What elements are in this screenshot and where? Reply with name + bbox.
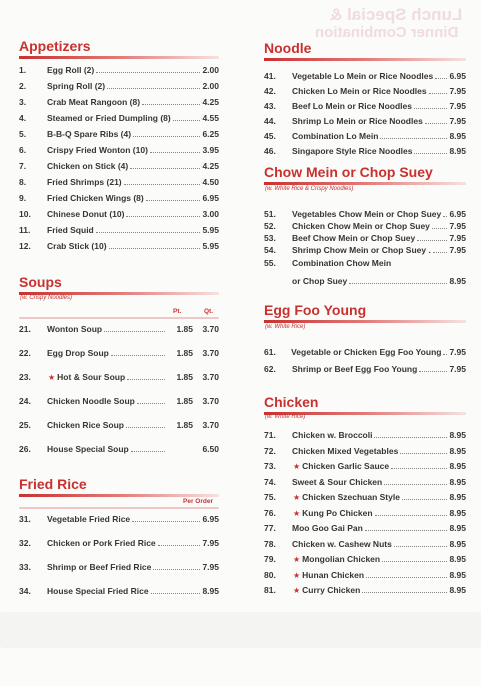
menu-item-row (264, 101, 466, 111)
dot-leader (443, 354, 447, 355)
dot-leader (365, 530, 448, 531)
dot-leader (384, 484, 447, 485)
item-name: or Chop Suey (292, 276, 348, 286)
item-price: 8.95 (449, 477, 466, 487)
dot-leader (131, 451, 165, 452)
item-name: Steamed or Fried Dumpling (8) (47, 113, 171, 123)
item-price: 6.25 (202, 129, 219, 139)
price-quart: 3.70 (202, 396, 219, 406)
item-number: 55. (264, 258, 276, 268)
dot-leader (151, 593, 201, 594)
menu-item-row (19, 129, 219, 139)
dot-leader (111, 355, 165, 356)
menu-item-row (264, 131, 466, 141)
item-name: Fried Squid (47, 225, 94, 235)
price-quart: 3.70 (202, 420, 219, 430)
item-number: 32. (19, 538, 31, 548)
item-number: 51. (264, 209, 276, 219)
soups-col-pt: Pt. (173, 308, 182, 315)
item-number: 31. (19, 514, 31, 524)
item-number: 52. (264, 221, 276, 231)
item-name: Combination Chow Mein (292, 258, 392, 268)
item-number: 53. (264, 233, 276, 243)
item-name: Combination Lo Mein (292, 131, 379, 141)
item-name: Kung Po Chicken (302, 508, 373, 518)
menu-item-row (19, 241, 219, 251)
item-number: 41. (264, 71, 276, 81)
menu-item-row (264, 258, 466, 268)
menu-item-row (264, 570, 466, 581)
menu-item-row (19, 562, 219, 572)
dot-leader (127, 379, 165, 380)
item-price: 7.95 (449, 101, 466, 111)
item-price: 8.95 (449, 276, 466, 286)
dot-leader (391, 468, 447, 469)
dot-leader (374, 437, 447, 438)
item-name: Crispy Fried Wonton (10) (47, 145, 148, 155)
item-price: 5.95 (202, 225, 219, 235)
item-name: Curry Chicken (302, 585, 361, 595)
dot-leader (432, 228, 448, 229)
dot-leader (375, 515, 448, 516)
pepper-icon: ★ (293, 571, 301, 580)
item-price: 8.95 (449, 585, 466, 595)
item-name: House Special Fried Rice (47, 586, 149, 596)
menu-item-row (19, 145, 219, 155)
egg-foo-young-note: (w. White Rice) (265, 324, 306, 330)
menu-item-row (19, 420, 219, 430)
price-quart: 3.70 (202, 348, 219, 358)
item-price: 8.95 (449, 554, 466, 564)
menu-item-row (19, 324, 219, 334)
section-title-noodle: Noodle (264, 40, 466, 61)
item-price: 4.55 (202, 113, 219, 123)
item-price: 7.95 (202, 562, 219, 572)
item-number: 76. (264, 508, 276, 518)
item-number: 6. (19, 145, 27, 155)
item-price: 8.95 (449, 146, 466, 156)
item-number: 10. (19, 209, 31, 219)
item-name: Crab Stick (10) (47, 241, 107, 251)
menu-item-row (264, 276, 466, 286)
item-price: 6.95 (449, 71, 466, 81)
item-price: 7.95 (449, 221, 466, 231)
item-number: 25. (19, 420, 31, 430)
menu-item-row (19, 161, 219, 171)
item-name: Hot & Sour Soup (57, 372, 126, 382)
item-number: 43. (264, 101, 276, 111)
item-name: Shrimp or Beef Egg Foo Young (292, 364, 418, 374)
item-price: 8.95 (449, 430, 466, 440)
item-number: 7. (19, 161, 27, 171)
item-number: 54. (264, 245, 276, 255)
menu-item-row (264, 523, 466, 533)
item-price: 2.00 (202, 65, 219, 75)
soups-header-rule (19, 317, 219, 319)
item-name: Wonton Soup (47, 324, 103, 334)
item-name: Vegetable Lo Mein or Rice Noodles (292, 71, 434, 81)
item-price: 4.50 (202, 177, 219, 187)
item-number: 61. (264, 347, 276, 357)
item-number: 21. (19, 324, 31, 334)
dot-leader (394, 546, 448, 547)
item-price: 3.95 (202, 145, 219, 155)
item-name: Spring Roll (2) (47, 81, 106, 91)
dot-leader (429, 93, 448, 94)
dot-leader (400, 453, 447, 454)
dot-leader (104, 331, 165, 332)
item-name: Egg Roll (2) (47, 65, 95, 75)
dot-leader (362, 592, 447, 593)
menu-item-row (19, 396, 219, 406)
price-pint: 1.85 (176, 420, 193, 430)
dot-leader (96, 72, 200, 73)
menu-item-row (19, 348, 219, 358)
item-number: 75. (264, 492, 276, 502)
menu-item-row (264, 233, 466, 243)
menu-item-row (264, 221, 466, 231)
bleed-through-line2: Dinner Combination (315, 24, 459, 41)
item-name: Egg Drop Soup (47, 348, 109, 358)
soups-col-qt: Qt. (204, 308, 214, 315)
dot-leader (419, 371, 447, 372)
item-number: 81. (264, 585, 276, 595)
item-price: 8.95 (202, 586, 219, 596)
item-number: 1. (19, 65, 27, 75)
item-name: Vegetable or Chicken Egg Foo Young (291, 347, 442, 357)
dot-leader (96, 232, 201, 233)
price-quart: 3.70 (202, 324, 219, 334)
dot-leader (443, 216, 447, 217)
item-price: 6.95 (202, 193, 219, 203)
dot-leader (153, 569, 200, 570)
dot-leader (433, 252, 448, 253)
item-number: 80. (264, 570, 276, 580)
price-quart: 6.50 (202, 444, 219, 454)
section-title-appetizers: Appetizers (19, 38, 219, 59)
menu-item-row (264, 585, 466, 596)
item-name: Chicken or Pork Fried Rice (47, 538, 156, 548)
dot-leader (146, 200, 201, 201)
item-name: Mongolian Chicken (302, 554, 381, 564)
menu-item-row (264, 477, 466, 487)
item-name: Moo Goo Gai Pan (292, 523, 363, 533)
item-name: Chicken Szechuan Style (302, 492, 400, 502)
dot-leader (435, 78, 447, 79)
menu-item-row (19, 113, 219, 123)
item-price: 8.95 (449, 492, 466, 502)
dot-leader (402, 499, 447, 500)
section-title-fried-rice: Fried Rice (19, 476, 219, 497)
item-price: 8.95 (449, 446, 466, 456)
menu-item-row (264, 245, 466, 255)
item-price: 2.00 (202, 81, 219, 91)
fried-rice-header-rule (19, 507, 219, 509)
item-price: 7.95 (449, 347, 466, 357)
dot-leader (126, 427, 165, 428)
item-name: Vegetable Fried Rice (47, 514, 131, 524)
dot-leader (130, 168, 200, 169)
item-name: Chinese Donut (10) (47, 209, 125, 219)
item-name: Chicken Garlic Sauce (302, 461, 390, 471)
item-number: 3. (19, 97, 27, 107)
dot-leader (109, 248, 201, 249)
pepper-icon: ★ (293, 462, 301, 471)
menu-item-row (19, 514, 219, 524)
dot-leader (107, 88, 200, 89)
pepper-icon: ★ (293, 509, 301, 518)
item-name: Chicken w. Cashew Nuts (292, 539, 392, 549)
item-name: Hunan Chicken (302, 570, 365, 580)
menu-item-row (19, 193, 219, 203)
soups-note: (w. Crispy Noodles) (20, 295, 73, 301)
item-price: 3.00 (202, 209, 219, 219)
menu-item-row (264, 86, 466, 96)
dot-leader (414, 108, 447, 109)
dot-leader (173, 120, 201, 121)
item-price: 7.95 (202, 538, 219, 548)
item-name: Chicken Chow Mein or Chop Suey (292, 221, 430, 231)
item-name: Shrimp or Beef Fried Rice (47, 562, 152, 572)
item-number: 11. (19, 225, 31, 235)
item-name: Chicken Lo Mein or Rice Noodles (292, 86, 427, 96)
menu-item-row (264, 461, 466, 472)
menu-item-row (19, 225, 219, 235)
menu-item-row (264, 209, 466, 219)
dot-leader (425, 123, 448, 124)
dot-leader (414, 153, 447, 154)
menu-item-row (264, 508, 466, 519)
menu-item-row (264, 347, 466, 357)
section-title-chicken: Chicken (264, 394, 466, 415)
item-number: 78. (264, 539, 276, 549)
dot-leader (158, 545, 201, 546)
menu-item-row (19, 81, 219, 91)
item-number: 33. (19, 562, 31, 572)
item-number: 72. (264, 446, 276, 456)
item-name: Vegetables Chow Mein or Chop Suey (292, 209, 442, 219)
item-number: 77. (264, 523, 276, 533)
item-price: 8.95 (449, 461, 466, 471)
item-price: 6.95 (449, 209, 466, 219)
menu-item-row (264, 539, 466, 549)
item-name: Fried Shrimps (21) (47, 177, 122, 187)
item-price: 8.95 (449, 131, 466, 141)
menu-item-row (19, 586, 219, 596)
item-name: Shrimp Chow Mein or Chop Suey . (292, 245, 431, 255)
menu-item-row (19, 372, 219, 383)
item-price: 5.95 (202, 241, 219, 251)
item-number: 79. (264, 554, 276, 564)
item-number: 5. (19, 129, 27, 139)
item-number: 26. (19, 444, 31, 454)
item-number: 42. (264, 86, 276, 96)
menu-item-row (264, 71, 466, 81)
scan-smudge (0, 612, 481, 648)
menu-item-row (19, 444, 219, 454)
item-number: 2. (19, 81, 27, 91)
item-name: House Special Soup (47, 444, 129, 454)
item-number: 9. (19, 193, 27, 203)
chicken-note: (w. White Rice) (265, 414, 306, 420)
menu-item-row (264, 492, 466, 503)
item-price: 8.95 (449, 508, 466, 518)
item-name: Beef Lo Mein or Rice Noodles (292, 101, 412, 111)
item-price: 7.95 (449, 364, 466, 374)
dot-leader (132, 521, 200, 522)
item-price: 7.95 (449, 86, 466, 96)
item-price: 4.25 (202, 97, 219, 107)
menu-item-row (264, 554, 466, 565)
dot-leader (366, 577, 447, 578)
price-pint: 1.85 (176, 324, 193, 334)
dot-leader (150, 152, 201, 153)
item-number: 71. (264, 430, 276, 440)
item-number: 22. (19, 348, 31, 358)
dot-leader (417, 240, 447, 241)
item-number: 12. (19, 241, 31, 251)
menu-item-row (264, 430, 466, 440)
item-number: 4. (19, 113, 27, 123)
item-number: 44. (264, 116, 276, 126)
menu-item-row (264, 116, 466, 126)
menu-item-row (19, 65, 219, 75)
pepper-icon: ★ (48, 373, 56, 382)
section-title-egg-foo-young: Egg Foo Young (264, 302, 466, 323)
section-title-soups: Soups (19, 274, 219, 295)
item-name: Chicken Rice Soup (47, 420, 124, 430)
item-price: 8.95 (449, 570, 466, 580)
item-number: 24. (19, 396, 31, 406)
item-name: Chicken w. Broccoli (292, 430, 373, 440)
item-name: Chicken Mixed Vegetables (292, 446, 399, 456)
dot-leader (142, 104, 200, 105)
menu-item-row (19, 209, 219, 219)
dot-leader (380, 138, 447, 139)
item-name: Chicken Noodle Soup (47, 396, 135, 406)
item-price: 7.95 (449, 233, 466, 243)
fried-rice-per-order: Per Order (183, 498, 213, 505)
item-price: 6.95 (202, 514, 219, 524)
item-name: B-B-Q Spare Ribs (4) (47, 129, 132, 139)
dot-leader (133, 136, 200, 137)
pepper-icon: ★ (293, 555, 301, 564)
item-number: 73. (264, 461, 276, 471)
item-number: 45. (264, 131, 276, 141)
menu-item-row (264, 146, 466, 156)
section-title-chow-mein: Chow Mein or Chop Suey (264, 164, 466, 185)
price-quart: 3.70 (202, 372, 219, 382)
item-name: Beef Chow Mein or Chop Suey (292, 233, 416, 243)
menu-item-row (264, 364, 466, 374)
item-name: Sweet & Sour Chicken (292, 477, 383, 487)
dot-leader (126, 216, 200, 217)
item-number: 23. (19, 372, 31, 382)
item-number: 34. (19, 586, 31, 596)
item-price: 4.25 (202, 161, 219, 171)
menu-item-row (19, 177, 219, 187)
dot-leader (349, 283, 447, 284)
menu-item-row (19, 538, 219, 548)
pepper-icon: ★ (293, 586, 301, 595)
item-price: 8.95 (449, 539, 466, 549)
price-pint: 1.85 (176, 396, 193, 406)
menu-item-row (264, 446, 466, 456)
item-name: Crab Meat Rangoon (8) (47, 97, 141, 107)
menu-item-row (19, 97, 219, 107)
item-price: 8.95 (449, 523, 466, 533)
item-number: 8. (19, 177, 27, 187)
chow-mein-note: (w. White Rice & Crispy Noodles) (265, 186, 354, 192)
item-number: 74. (264, 477, 276, 487)
price-pint: 1.85 (176, 348, 193, 358)
pepper-icon: ★ (293, 493, 301, 502)
item-name: Singapore Style Rice Noodles (292, 146, 413, 156)
item-name: Chicken on Stick (4) (47, 161, 129, 171)
item-price: 7.95 (449, 116, 466, 126)
dot-leader (382, 561, 447, 562)
bleed-through-line1: Lunch Special & (330, 5, 463, 24)
item-name: Fried Chicken Wings (8) (47, 193, 144, 203)
dot-leader (124, 184, 201, 185)
item-name: Shrimp Lo Mein or Rice Noodles (292, 116, 423, 126)
dot-leader (137, 403, 165, 404)
item-price: 7.95 (449, 245, 466, 255)
item-number: 62. (264, 364, 276, 374)
item-number: 46. (264, 146, 276, 156)
price-pint: 1.85 (176, 372, 193, 382)
